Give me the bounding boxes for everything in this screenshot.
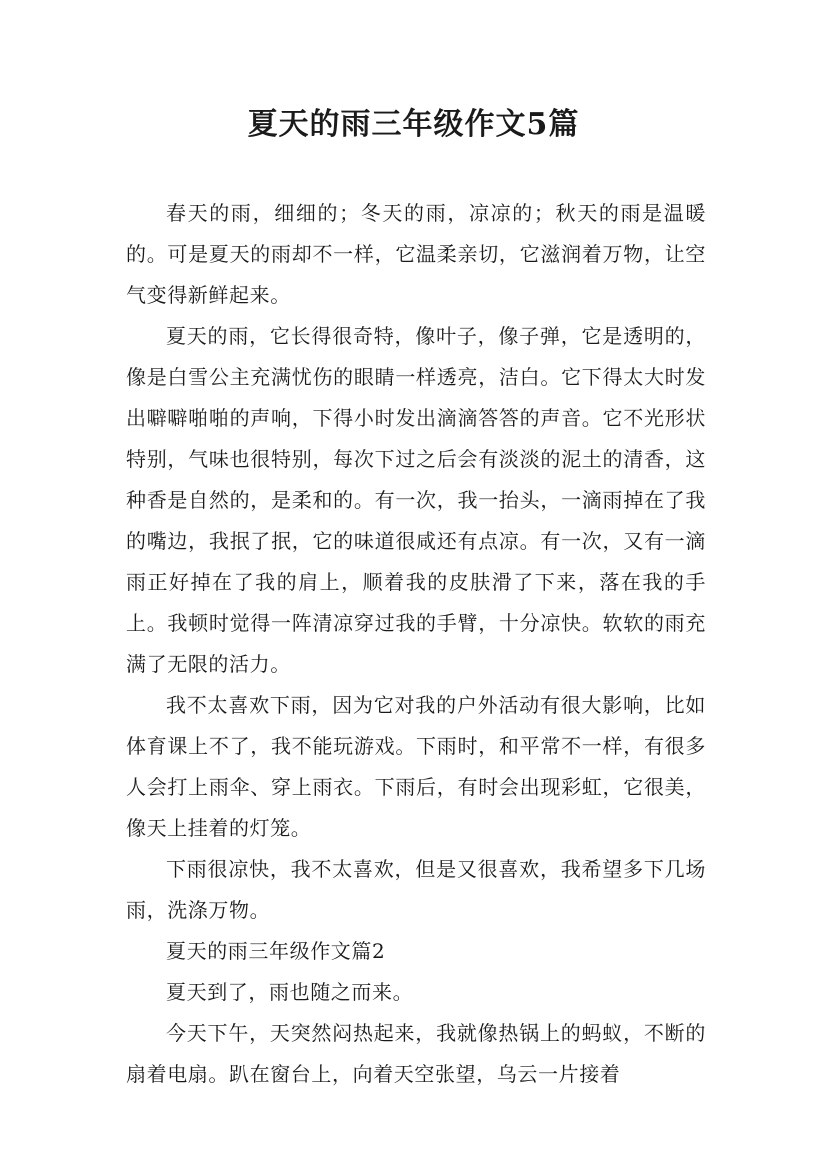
- paragraph-spring-intro: 春天的雨，细细的；冬天的雨，凉凉的；秋天的雨是温暖的。可是夏天的雨却不一样，它温柔亲切，它滋润着万物，让空气变得新鲜起来。: [126, 201, 706, 307]
- document-title: 夏天的雨三年级作文5篇: [247, 107, 580, 142]
- paragraph-conclusion: 下雨很凉快，我不太喜欢，但是又很喜欢，我希望多下几场雨，洗涤万物。: [126, 857, 706, 922]
- document-body: [126, 193, 706, 1095]
- paragraph-rain-description: 夏天的雨，它长得很奇特，像叶子，像子弹，它是透明的，像是白雪公主充满忧伤的眼睛一样透亮，洁白。它下得太大时发出噼噼啪啪的声响，下得小时发出滴滴答答的声音。它不光形状特别，气味也很特别，每次下过之后会有淡淡的泥土的清香，这种香是自然的，是柔和的。有一次，我一抬头，一滴雨掉在了我的嘴边，我抿了抿，它的味道很咸还有点凉。有一次，又有一滴雨正好掉在了我的肩上，顺着我的皮肤滑了下来，落在我的手上。我顿时觉得一阵清凉穿过我的手臂，十分凉快。软软的雨充满了无限的活力。: [126, 324, 706, 676]
- section-heading-essay-2: 夏天的雨三年级作文篇2: [166, 939, 386, 963]
- paragraph-dislike-rain: 我不太喜欢下雨，因为它对我的户外活动有很大影响，比如体育课上不了，我不能玩游戏。下雨时，和平常不一样，有很多人会打上雨伞、穿上雨衣。下雨后，有时会出现彩虹，它很美，像天上挂着的灯笼。: [126, 693, 706, 840]
- paragraph-hot-afternoon: 今天下午，天突然闷热起来，我就像热锅上的蚂蚁，不断的扇着电扇。趴在窗台上，向着天空张望，乌云一片接着: [126, 1021, 706, 1086]
- paragraph-summer-arrives: 夏天到了，雨也随之而来。: [166, 980, 414, 1004]
